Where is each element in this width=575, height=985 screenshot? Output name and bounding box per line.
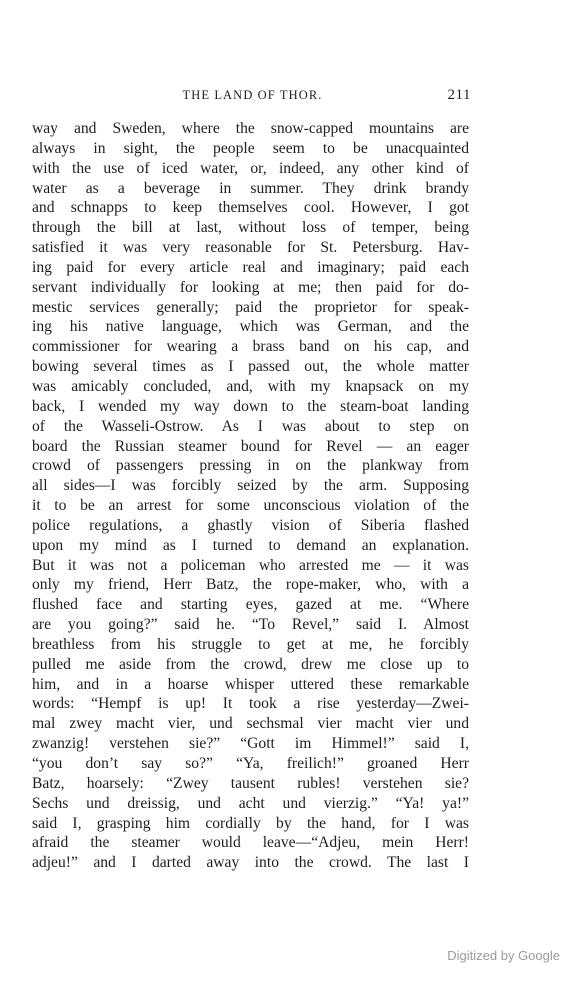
page-number: 211 [447, 87, 471, 103]
text-line: ing his native language, which was German, and the [32, 318, 469, 336]
running-title: THE LAND OF THOR. [182, 88, 323, 102]
text-line: “you don’t say so?” “Ya, freilich!” groaned Herr [32, 755, 469, 772]
text-line: Sechs und dreissig, und acht und vierzig.” “Ya! ya!” [32, 794, 469, 812]
text-line: him, and in a hoarse whisper uttered these remarkable [32, 675, 469, 693]
text-line: Batz, hoarsely: “Zwey tausent rubles! verstehen sie? [32, 774, 469, 792]
text-line: zwanzig! verstehen sie?” “Gott im Himmel!” said I, [32, 735, 469, 753]
text-line: are you going?” said he. “To Revel,” said I. Almost [32, 616, 469, 634]
text-line: said I, grasping him cordially by the hand, for I was [32, 814, 469, 832]
text-line: mal zwey macht vier, und sechsmal vier macht vier und [32, 715, 469, 733]
text-line: pulled me aside from the crowd, drew me close up to [32, 655, 469, 673]
text-line: with the use of iced water, or, indeed, any other kind of [32, 159, 469, 177]
text-line: mestic services generally; paid the proprietor for speak- [32, 298, 469, 316]
text-line: board the Russian steamer bound for Revel — an eager [32, 437, 469, 455]
text-line: only my friend, Herr Batz, the rope-maker, who, with a [32, 576, 469, 594]
text-line: through the bill at last, without loss of temper, being [32, 219, 469, 237]
text-line: police regulations, a ghastly vision of Siberia flashed [32, 516, 469, 534]
text-line: bowing several times as I passed out, the whole matter [32, 358, 469, 376]
digitized-watermark: Digitized by Google [447, 948, 560, 963]
text-line: was amicably concluded, and, with my knapsack on my [32, 377, 469, 395]
text-line: all sides—I was forcibly seized by the arm. Supposing [32, 477, 469, 495]
text-line: way and Sweden, where the snow-capped mountains are [32, 120, 469, 137]
text-line: flushed face and starting eyes, gazed at me. “Where [32, 596, 469, 614]
text-line: ing paid for every article real and imaginary; paid each [32, 258, 469, 276]
body-text [32, 119, 469, 873]
text-line: afraid the steamer would leave—“Adjeu, mein Herr! [32, 834, 469, 852]
text-line: it to be an arrest for some unconscious violation of the [32, 497, 469, 515]
text-line: of the Wasseli-Ostrow. As I was about to step on [32, 417, 469, 435]
text-line: commissioner for wearing a brass band on his cap, and [32, 338, 469, 356]
text-line: always in sight, the people seem to be unacquainted [32, 139, 469, 157]
text-line: water as a beverage in summer. They drink brandy [32, 179, 469, 197]
text-line: crowd of passengers pressing in on the plankway from [32, 457, 469, 475]
text-line: servant individually for looking at me; then paid for do- [32, 278, 469, 296]
text-line: But it was not a policeman who arrested me — it was [32, 556, 469, 574]
text-line: and schnapps to keep themselves cool. However, I got [32, 199, 469, 217]
text-line: breathless from his struggle to get at me, he forcibly [32, 635, 469, 653]
text-line: satisfied it was very reasonable for St. Petersburg. Hav- [32, 239, 469, 257]
text-line: back, I wended my way down to the steam-boat landing [32, 397, 469, 415]
text-line: upon my mind as I turned to demand an explanation. [32, 536, 469, 554]
page-header [34, 88, 471, 106]
text-line: words: “Hempf is up! It took a rise yesterday—Zwei- [32, 695, 469, 713]
text-line: adjeu!” and I darted away into the crowd. The last I [32, 854, 469, 872]
